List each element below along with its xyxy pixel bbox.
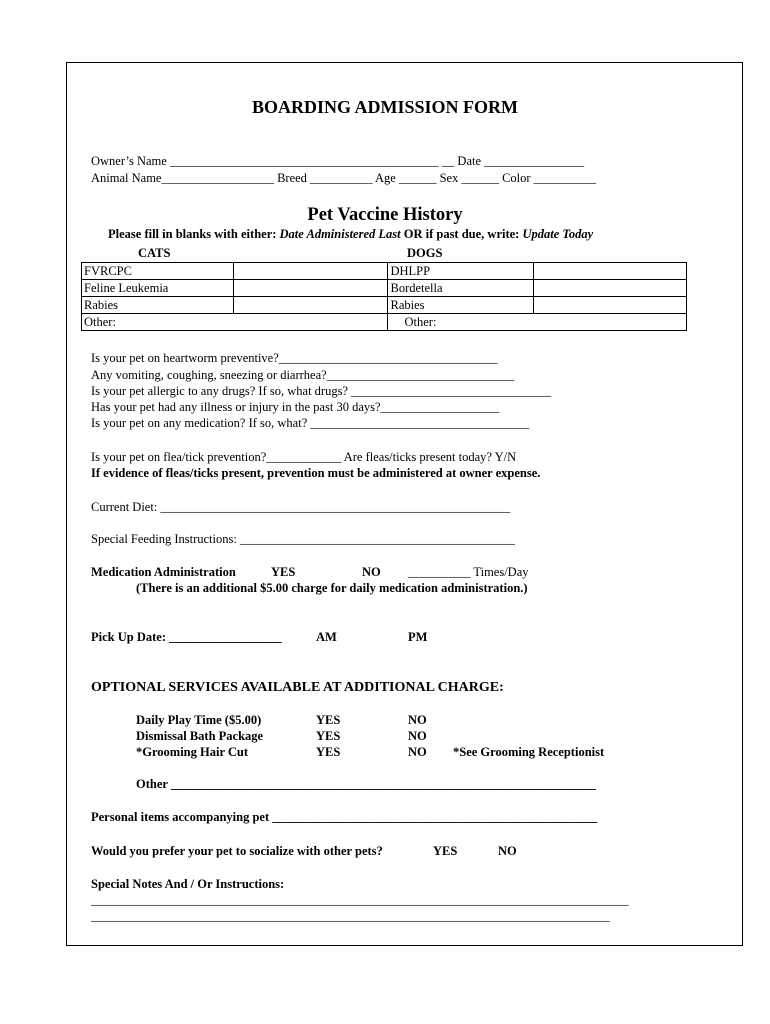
dog-vaccine-name: Rabies [388, 297, 534, 314]
question-heartworm[interactable]: Is your pet on heartworm preventive?___________________________________ [91, 351, 498, 365]
form-title: BOARDING ADMISSION FORM [251, 97, 519, 117]
cat-vaccine-date[interactable] [233, 280, 388, 297]
service-play-no[interactable]: NO [408, 713, 427, 727]
personal-items-field[interactable]: Personal items accompanying pet ____________________________________________________ [91, 810, 598, 824]
dog-other-label: Other: [404, 314, 437, 329]
vaccine-instructions [108, 227, 593, 242]
pickup-blank: : __________________ [161, 630, 282, 644]
flea-question[interactable]: Is your pet on flea/tick prevention?____________ Are fleas/ticks present today? Y/N [91, 450, 517, 464]
special-notes-label: Special Notes And / Or Instructions: [91, 877, 285, 891]
pickup-am[interactable]: AM [316, 630, 337, 644]
cat-other-label: Other: [84, 314, 116, 329]
medication-times-field[interactable]: __________ Times/Day [408, 565, 529, 579]
service-play-time: Daily Play Time ($5.00) [136, 713, 262, 727]
cat-vaccine-name: Rabies [82, 297, 234, 314]
instr-mid: OR if past due, write: [400, 227, 523, 241]
vaccine-table [81, 262, 687, 331]
medication-label: Medication Administration [91, 565, 236, 579]
instr-option-date: Date Administered Last [279, 227, 401, 241]
table-row [82, 280, 687, 297]
cats-header: CATS [138, 246, 171, 260]
table-row [82, 263, 687, 280]
service-bath-yes[interactable]: YES [316, 729, 341, 743]
pickup-date[interactable] [91, 630, 282, 645]
socialize-no[interactable]: NO [498, 844, 517, 858]
vaccine-title: Pet Vaccine History [307, 205, 463, 225]
cat-vaccine-date[interactable] [233, 263, 388, 280]
medication-yes[interactable]: YES [271, 565, 296, 579]
cat-other-field[interactable] [82, 314, 388, 331]
dog-vaccine-date[interactable] [534, 280, 687, 297]
medication-no[interactable]: NO [362, 565, 381, 579]
instr-prefix: Please fill in blanks with either: [108, 227, 280, 241]
question-vomiting[interactable]: Any vomiting, coughing, sneezing or diarrhea?______________________________ [91, 368, 515, 382]
cat-vaccine-date[interactable] [233, 297, 388, 314]
dog-other-field[interactable] [388, 314, 687, 331]
optional-services-title: OPTIONAL SERVICES AVAILABLE AT ADDITIONAL CHARGE: [91, 680, 504, 695]
special-notes-line-2[interactable]: ___________________________________________________________________________________ [91, 909, 610, 923]
table-row-other [82, 314, 687, 331]
service-bath-no[interactable]: NO [408, 729, 427, 743]
dog-vaccine-name: DHLPP [388, 263, 534, 280]
special-feeding-field[interactable]: Special Feeding Instructions: ____________________________________________ [91, 532, 515, 546]
cat-vaccine-name: Feline Leukemia [82, 280, 234, 297]
other-services-field[interactable]: Other ____________________________________________________________________ [136, 777, 596, 791]
question-medication[interactable]: Is your pet on any medication? If so, what? ___________________________________ [91, 416, 530, 430]
pickup-pm[interactable]: PM [408, 630, 428, 644]
pickup-label: Pick Up Date [91, 630, 162, 644]
question-allergies[interactable]: Is your pet allergic to any drugs? If so, what drugs? ________________________________ [91, 384, 552, 398]
socialize-question: Would you prefer your pet to socialize with other pets? [91, 844, 383, 858]
instr-option-update: Update Today [522, 227, 594, 241]
dogs-header: DOGS [407, 246, 443, 260]
dog-vaccine-name: Bordetella [388, 280, 534, 297]
dog-vaccine-date[interactable] [534, 263, 687, 280]
animal-name-line[interactable]: Animal Name__________________ Breed __________ Age ______ Sex ______ Color __________ [91, 171, 597, 185]
service-grooming-yes[interactable]: YES [316, 745, 341, 759]
special-notes-line-1[interactable]: ______________________________________________________________________________________ [91, 893, 629, 907]
flea-warning: If evidence of fleas/ticks present, prevention must be administered at owner expense. [91, 466, 541, 480]
socialize-yes[interactable]: YES [433, 844, 458, 858]
question-illness[interactable]: Has your pet had any illness or injury in the past 30 days?___________________ [91, 400, 500, 414]
current-diet-field[interactable]: Current Diet: ________________________________________________________ [91, 500, 511, 514]
medication-note: (There is an additional $5.00 charge for daily medication administration.) [136, 581, 528, 595]
cat-vaccine-name: FVRCPC [82, 263, 234, 280]
dog-vaccine-date[interactable] [534, 297, 687, 314]
owner-name-line[interactable]: Owner’s Name ___________________________________________ __ Date ________________ [91, 154, 585, 168]
service-bath: Dismissal Bath Package [136, 729, 264, 743]
service-grooming-no[interactable]: NO [408, 745, 427, 759]
grooming-note: *See Grooming Receptionist [453, 745, 605, 759]
table-row [82, 297, 687, 314]
service-grooming: *Grooming Hair Cut [136, 745, 249, 759]
service-play-yes[interactable]: YES [316, 713, 341, 727]
